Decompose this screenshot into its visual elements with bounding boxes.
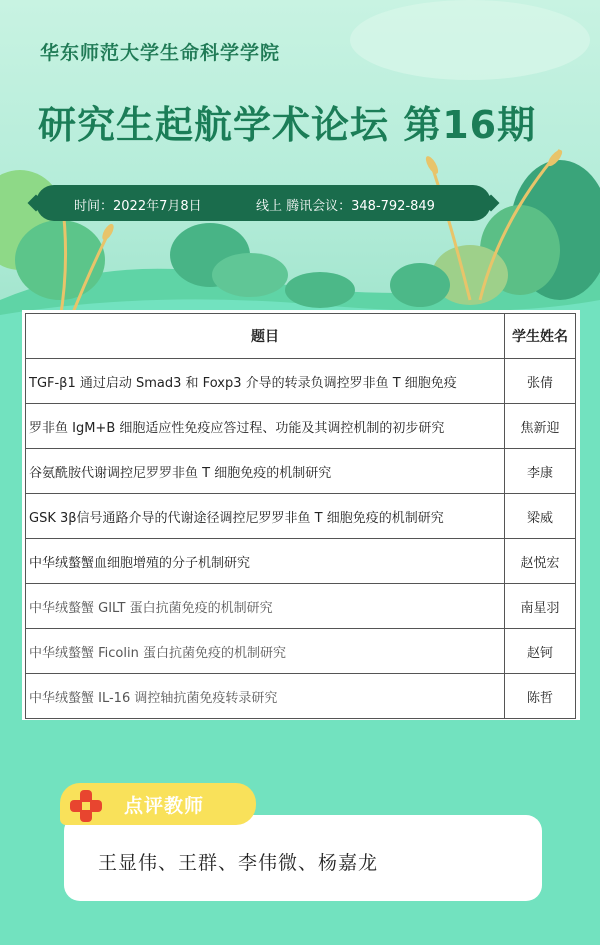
row-topic: 中华绒螯蟹 IL-16 调控轴抗菌免疫转录研究 [26, 674, 505, 719]
forum-title: 研究生起航学术论坛 第16期 [38, 103, 537, 147]
row-student: 南星羽 [505, 584, 576, 629]
row-student: 张倩 [505, 359, 576, 404]
table-row [26, 584, 576, 629]
row-topic: 中华绒螯蟹血细胞增殖的分子机制研究 [26, 539, 505, 584]
table-row [26, 629, 576, 674]
row-topic: 谷氨酰胺代谢调控尼罗罗非鱼 T 细胞免疫的机制研究 [26, 449, 505, 494]
event-time: 时间：2022年7月8日 [74, 199, 202, 214]
table-row [26, 404, 576, 449]
table-row [26, 674, 576, 719]
event-info-bar [36, 185, 491, 221]
row-topic: TGF-β1 通过启动 Smad3 和 Foxp3 介导的转录负调控罗非鱼 T 细胞免疫 [26, 359, 505, 404]
table-row [26, 359, 576, 404]
row-student: 焦新迎 [505, 404, 576, 449]
schedule-table-card [22, 310, 580, 720]
school-name: 华东师范大学生命科学学院 [40, 42, 281, 64]
row-topic: GSK 3β信号通路介导的代谢途径调控尼罗罗非鱼 T 细胞免疫的机制研究 [26, 494, 505, 539]
row-student: 梁威 [505, 494, 576, 539]
row-student: 陈哲 [505, 674, 576, 719]
reviewer-names: 王显伟、王群、李伟微、杨嘉龙 [98, 852, 379, 874]
row-student: 赵钶 [505, 629, 576, 674]
row-topic: 罗非鱼 IgM+B 细胞适应性免疫应答过程、功能及其调控机制的初步研究 [26, 404, 505, 449]
reviewer-label: 点评教师 [124, 795, 205, 817]
table-row [26, 449, 576, 494]
row-topic: 中华绒螯蟹 Ficolin 蛋白抗菌免疫的机制研究 [26, 629, 505, 674]
table-header-row [26, 314, 576, 359]
row-student: 李康 [505, 449, 576, 494]
row-topic: 中华绒螯蟹 GILT 蛋白抗菌免疫的机制研究 [26, 584, 505, 629]
row-student: 赵悦宏 [505, 539, 576, 584]
table-row [26, 539, 576, 584]
meeting-info: 线上 腾讯会议：348-792-849 [256, 199, 435, 214]
header-topic: 题目 [26, 314, 505, 359]
table-row [26, 494, 576, 539]
schedule-table [25, 313, 576, 719]
header-student-name: 学生姓名 [505, 314, 576, 359]
medical-cross-icon [68, 788, 104, 824]
